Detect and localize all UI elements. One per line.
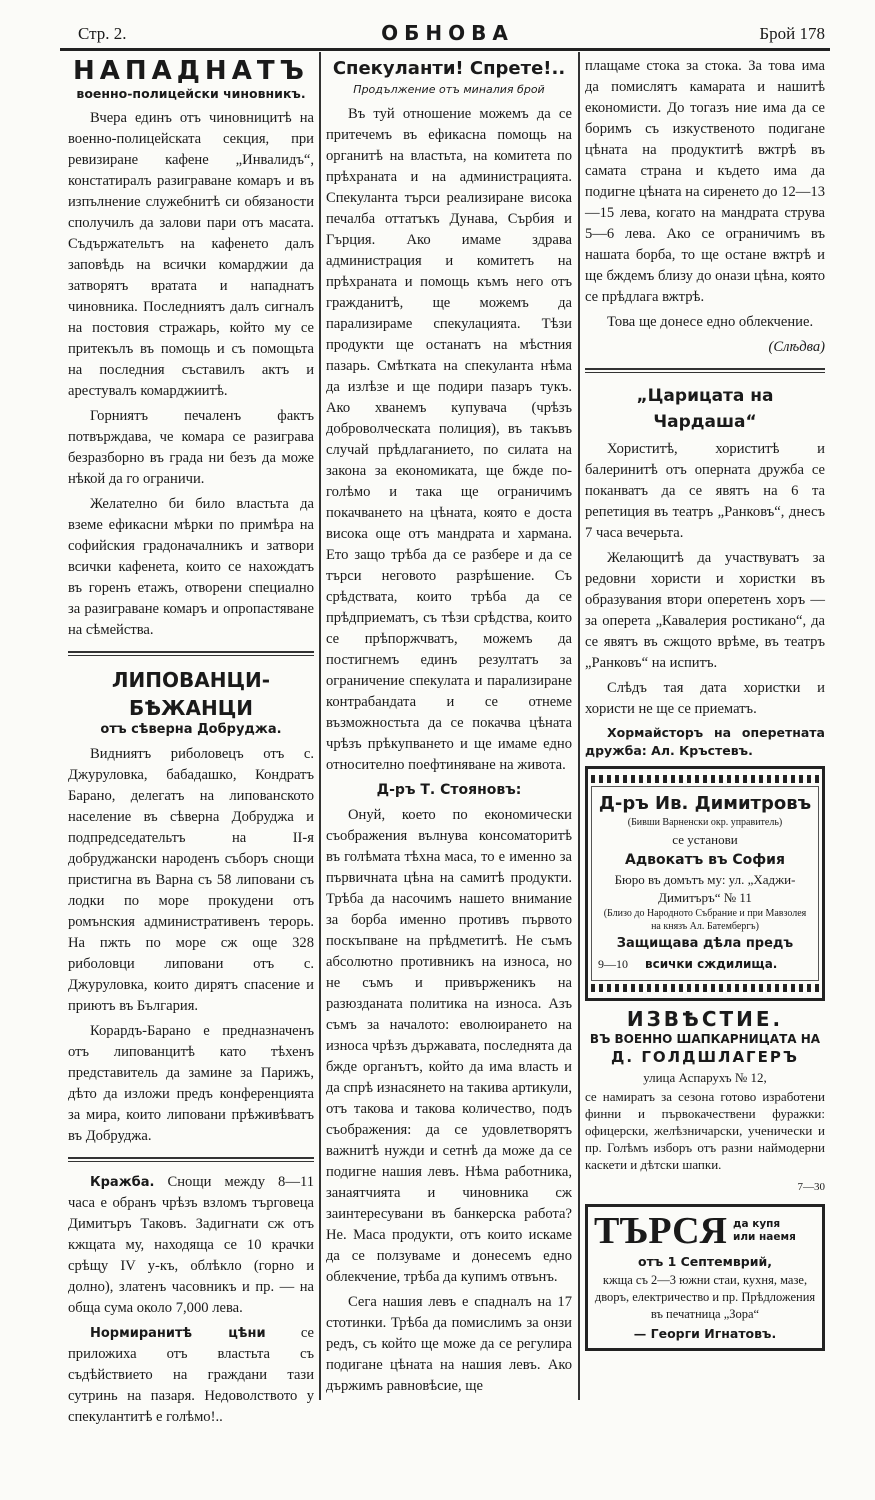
- article-paragraph: Желающитѣ да участвуватъ за редовни хористи и хористки въ образувания втори оперетенъ хоръ — за оперета „Кавалерия ростикано“, да се явятъ въ сжщото врѣме, въ театръ „Ранковъ“ на испитъ.: [585, 550, 825, 671]
- cap-shop-ad: [585, 1007, 825, 1198]
- article-paragraph: Въ туй отношение можемъ да се притечемъ въ ефикасна помощь на органитѣ на властьта, на комитета по прѣхраната и на администрацията. Спекуланта търси реализиране висока печалба оттатъкъ Дунава, Сърбия и Гърция. Ако имаме здрава администрация и комитетъ на прѣхраната и помощь къмъ него отъ гражданитѣ, ще можемъ да парализираме спекулацията. Тѣзи продукти ще останатъ на мѣстния пазарь. Смѣтката на спекуланта нѣма да излѣзе и ще подири пазаръ тукъ. Ако хванемъ купувача (чрѣзъ доброволческата полиция), въ такъвъ случай прѣдлаганието, по силата на закона за економиката, ще бжде по-голѣмо и така ще ограничимъ покачването на цѣната, която е доста висока още отъ мандрата и хармана. Ето защо трѣба да се разбере и да се търси неговото разрѣшение. Съ срѣдствата, които трѣба да се прѣдприематъ, съ тѣзи срѣдства, които се прѣпоржчватъ, можемъ да постигнемъ единъ резултатъ за ограничение спекулата и парализиране контрабандата и се отнеме възможностьта да се покачва цѣната чрѣзъ прѣкупването и ще имаме едно относително поефтиняване на живота.: [326, 106, 572, 773]
- article-title: „Царицата на Чардаша“: [636, 386, 774, 432]
- ad-date: отъ 1 Септемврий,: [638, 1254, 772, 1269]
- divider: [68, 1157, 314, 1162]
- ad-address: Бюро въ домътъ му: ул. „Хаджи-Димитъръ“ № 11: [614, 872, 796, 905]
- divider: [585, 368, 825, 373]
- author-name: Д-ръ Т. Стояновъ:: [376, 782, 522, 798]
- ad-location-note: (Близо до Народното Събрание и при Мавзолея на князъ Ал. Батембергъ): [603, 908, 807, 932]
- wanted-house-ad: [585, 1204, 825, 1351]
- ad-profession: Адвокатъ въ София: [625, 852, 785, 868]
- column-2: [326, 56, 572, 1401]
- column-1: [68, 56, 314, 1432]
- article-paragraph: Онуй, което по економически съображения вълнува консоматоритѣ въ голѣмата тѣхна маса, то е именно за първичната цѣна на самитѣ продукти. Трѣба да насочимъ нашето внимание за борба именно противъ първото поскъпване на прѣдметитѣ. Не съмъ абсолютно противникъ на износа, но не съмъ и привърженикъ на разюзданата политика на износа. Азъ съмъ за началото: еволюирането на износа чрѣзъ държавата, последнята да бжде органътъ, който да има власть и да спрѣ изнасянето на такива артикули, отъ такова и такова количество, подъ съображения: да се удовлетворятъ важнитѣ нужди и сетнѣ да може да се подигне нашия левъ. Нѣма работника, занаятчията и чиновника сж заинтересувани въ банкерска работа? Не. Маса продукти, отъ които искаме да се ползуваме и донесемъ едно облекчение, трѣба да купимъ отвънъ.: [326, 807, 572, 1285]
- article-paragraph: Хориститѣ, хориститѣ и балеринитѣ отъ оперната дружба се поканватъ да се явятъ на 6 та репетиция въ театръ „Ранковъ“, днесъ 7 часа вечерьта.: [585, 441, 825, 541]
- ad-defends: Защищава дѣла предъ: [616, 936, 794, 951]
- article-title: НАПАДНАТЪ: [73, 56, 309, 86]
- ad-owner: Д. ГОЛДШЛАГЕРЪ: [611, 1048, 799, 1066]
- signature: Хормайсторъ на оперетната дружба: Ал. Кръстевъ.: [585, 725, 825, 758]
- ad-settled: се установи: [672, 832, 738, 847]
- divider: [68, 651, 314, 656]
- article-paragraph: Слѣдъ тая дата хористки и хористи не ще се приематъ.: [585, 680, 825, 717]
- ad-signature: — Георги Игнатовъ.: [633, 1326, 777, 1341]
- article-paragraph: Вчера единъ отъ чиновницитѣ на военно-полицейската секция, при ревизиране кафене „Инвалидъ“, констатиралъ разиграване комаръ и въ изпълнение служебнитѣ си обязаности сполучилъ да залови пари отъ масата. Съдържательтъ на кафенето далъ заповѣдь на всички комарджии да затворятъ вратата и нападнатъ чиновника. Последниятъ далъ сигналъ на постовия стражарь, който му се притекълъ въ помощь и съ помощьта на последния съставилъ актъ и арестувалъ комарджиитѣ.: [68, 110, 314, 399]
- ad-small-word: да купя или наемя: [732, 1218, 796, 1243]
- header-rule: [60, 48, 830, 51]
- article-paragraph: Това ще донесе едно облекчение.: [607, 314, 814, 330]
- ad-name: Д-ръ Ив. Димитровъ: [598, 793, 812, 814]
- article-title: Спекуланти! Спрете!..: [332, 58, 566, 79]
- ad-hours: 9—10: [598, 957, 628, 971]
- lawyer-ad: [585, 766, 825, 1001]
- column-divider-1: [319, 52, 321, 1400]
- issue-number: Брой 178: [759, 24, 825, 43]
- ad-street: улица Аспарухъ № 12,: [643, 1070, 767, 1085]
- article-paragraph: Видниятъ риболовецъ отъ с. Джуруловка, бабадашко, Кондратъ Барано, делегатъ на липованското население въ сѣверна Добруджа и подпредседательтъ на II-я добруджански народенъ съборъ снощи пристигна въ Варна съ 58 липовани съ лодки по море прокудени отъ ромънския административенъ терорь. На пжть по море сж още 328 риболовци липовани отъ с. Джуруловка, които дирятъ спасение и приютъ въ България.: [68, 746, 314, 1014]
- article-paragraph: Горниятъ печаленъ фактъ потвърждава, че комара се разиграва безразборно въ града ни безъ да може нѣкой да го ограничи.: [68, 408, 314, 487]
- ad-text: се намиратъ за сезона готово изработени финни и първокачествени фуражки: офицерски, желѣзничарски, ученически и пр. Голѣмъ изборъ отъ разни наймодерни каскети и дѣтски шапки.: [585, 1089, 825, 1172]
- article-paragraph: Корардъ-Барано е предназначенъ отъ липованцитѣ като тѣхенъ представитель да замине за Парижъ, дѣто да изложи предъ конференцията за мира, които липовани прѣживѣватъ въ Добруджа.: [68, 1023, 314, 1144]
- news-text: Снощи между 8—11 часа е обранъ чрѣзъ взломъ търговеца Димитъръ Таковъ. Задигнати сж отъ кжщата му, находяща се 10 крачки срѣщу IV у-къ, облѣкло (горно и долно), златенъ часовникъ и пр. — на обща сума около 7,000 лева.: [68, 1174, 314, 1316]
- news-text: се приложиха отъ властьта съ съдѣйствието на граждани тази сутринь на пазаря. Недоволството у спекулантитѣ е голѣмо!..: [68, 1325, 314, 1425]
- article-paragraph: Желателно би било властьта да вземе ефикасни мѣрки по примѣра на софийския градоначалникъ и затвори всички кафенета, които се нахождатъ въ горенъ етажъ, отворени специално за разиграване комаръ и опропастяване на сѣмейства.: [68, 496, 314, 638]
- ad-big-word: ТЪРСЯ: [594, 1210, 727, 1252]
- news-heading: Кражба.: [90, 1175, 155, 1190]
- column-divider-2: [578, 52, 580, 1400]
- article-paragraph: Сега нашия левъ е спадналъ на 17 стотинки. Трѣба да помислимъ за онзи редъ, съ който ще може да се регулира подигане цѣната на нашия левъ. Ако държимъ равновѣсие, ще: [326, 1294, 572, 1394]
- article-title: ЛИПОВАНЦИ-БѢЖАНЦИ: [111, 668, 271, 720]
- article-subtitle: Продължение отъ миналия брой: [353, 83, 545, 96]
- ad-code: 7—30: [797, 1181, 825, 1193]
- ad-border-dots: [591, 775, 819, 783]
- column-3: [585, 56, 825, 1357]
- ad-text: кжща съ 2—3 южни стаи, кухня, мазе, дворъ, електричество и пр. Прѣдложения въ печатница „Зора“: [594, 1273, 816, 1321]
- ad-border-dots: [591, 984, 819, 992]
- continued-note: (Слѣдва): [768, 339, 825, 355]
- news-heading: Нормиранитѣ цѣни: [90, 1326, 266, 1341]
- ad-title: ИЗВѢСТИЕ.: [626, 1007, 784, 1031]
- newspaper-title: ОБНОВА: [381, 21, 514, 45]
- article-paragraph: плащаме стока за стока. За това има да помислятъ камарата и нашитѣ економисти. До тогазъ ние има да се боримъ съ изкуственото подигане цѣната на продуктитѣ вжтрѣ въ самата страна и където има да подигне цѣната на сиренето до 12—13—15 лева, когато на мандрата струва 5—6 лева. Ако се ограничимъ въ нашата борба, то ще остане вжтрѣ и ще бждемъ близу до онази цѣна, която се прѣдлага вжтрѣ.: [585, 58, 825, 305]
- page-number: Стр. 2.: [78, 24, 127, 43]
- article-subtitle: отъ сѣверна Добруджа.: [100, 722, 282, 737]
- ad-former-title: (Бивши Варненски окр. управитель): [627, 817, 783, 828]
- ad-courts: всички сждилища.: [645, 957, 778, 971]
- article-subtitle: военно-полицейски чиновникъ.: [76, 86, 306, 101]
- page-header: [60, 18, 835, 52]
- ad-shop: ВЪ ВОЕННО ШАПКАРНИЦАТА НА: [589, 1032, 821, 1046]
